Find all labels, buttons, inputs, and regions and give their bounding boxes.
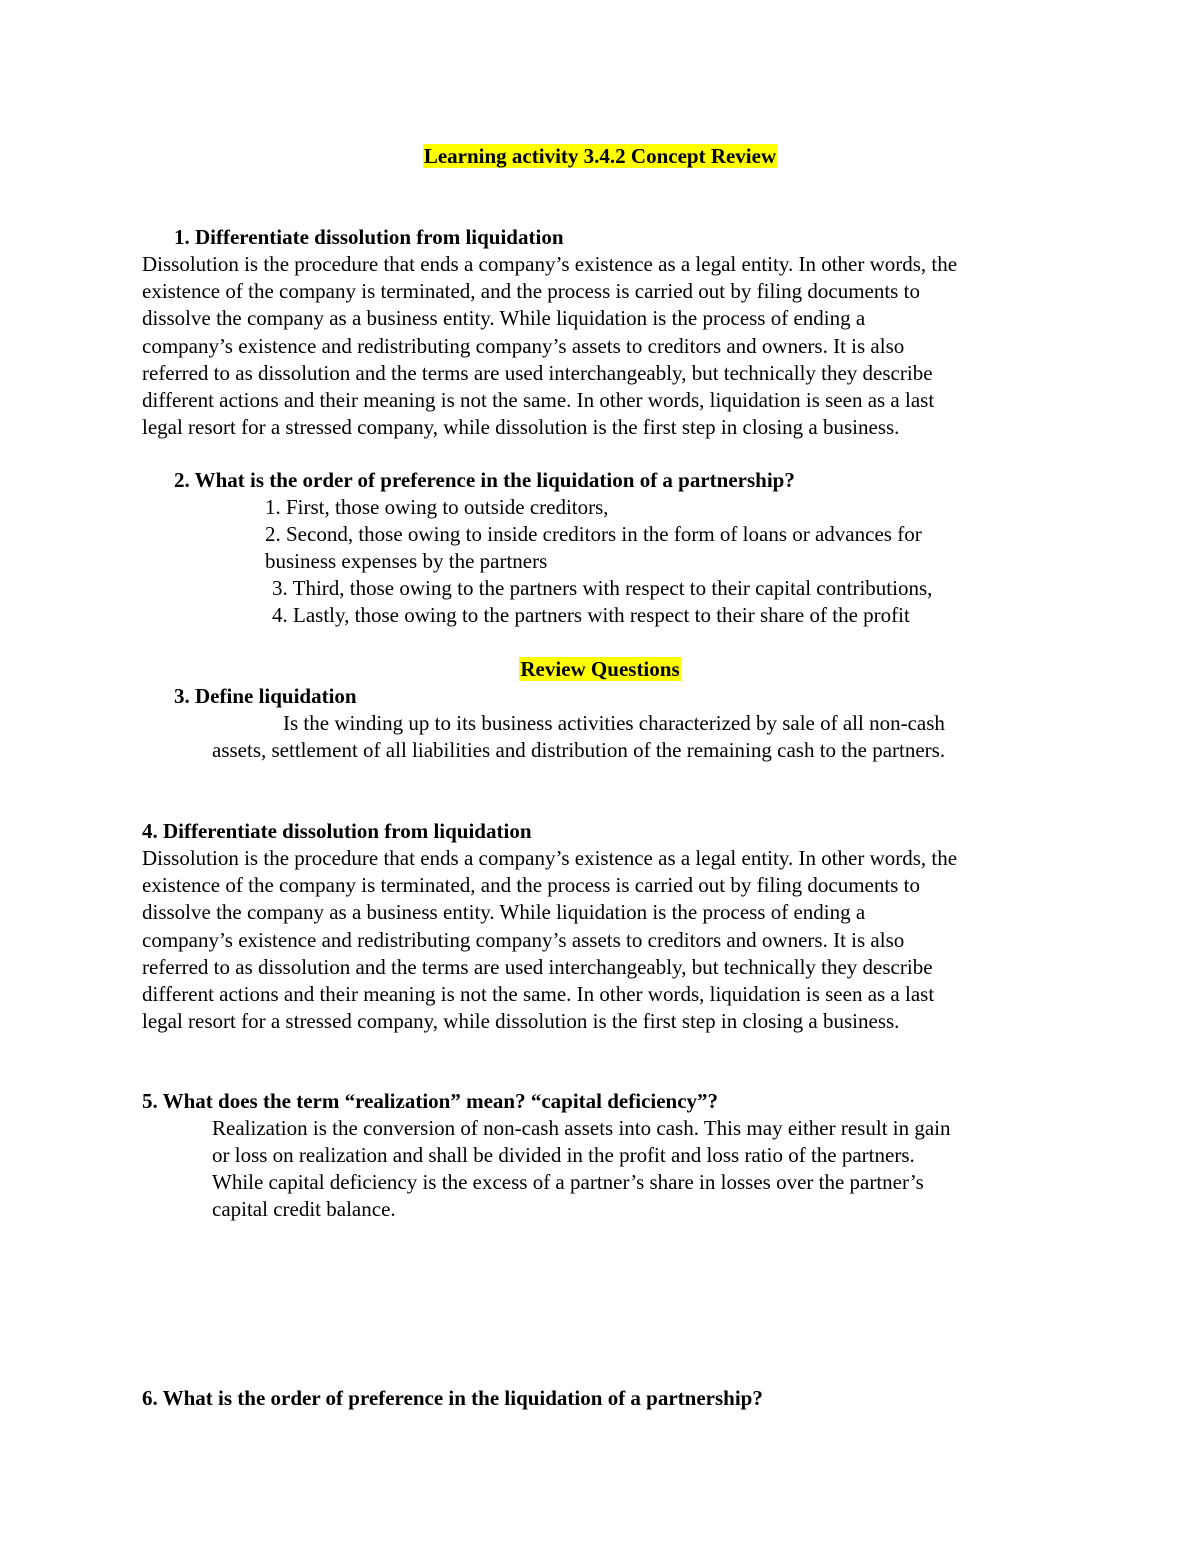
q5-answer-line-3: While capital deficiency is the excess of a partner’s share in losses over the partner’s: [212, 1170, 924, 1194]
q2-item-2: 2. Second, those owing to inside creditors in the form of loans or advances for: [265, 522, 922, 546]
q5-answer-line-1: Realization is the conversion of non-cash assets into cash. This may either result in gain: [212, 1116, 951, 1140]
q4-answer-line: dissolve the company as a business entity. While liquidation is the process of ending a: [142, 900, 866, 925]
q1-answer-line: dissolve the company as a business entity. While liquidation is the process of ending a: [142, 306, 866, 331]
q2-item-1: 1. First, those owing to outside creditors,: [265, 495, 609, 519]
q1-answer-line: legal resort for a stressed company, while dissolution is the first step in closing a business.: [142, 415, 900, 440]
q4-answer-line: legal resort for a stressed company, while dissolution is the first step in closing a business.: [142, 1009, 900, 1034]
q1-answer-line: company’s existence and redistributing company’s assets to creditors and owners. It is also: [142, 333, 905, 358]
q6-heading: 6. What is the order of preference in the liquidation of a partnership?: [142, 1386, 763, 1410]
review-title: Review Questions: [520, 657, 680, 681]
q2-item-2-cont: business expenses by the partners: [265, 549, 548, 573]
q2-heading: 2. What is the order of preference in the liquidation of a partnership?: [174, 468, 795, 492]
q1-answer-line: referred to as dissolution and the terms are used interchangeably, but technically they describe: [142, 360, 933, 385]
q1-answer-line: existence of the company is terminated, and the process is carried out by filing documents to: [142, 279, 920, 304]
q1-answer: [142, 251, 1072, 441]
q3-heading: 3. Define liquidation: [174, 684, 357, 708]
q4-heading: 4. Differentiate dissolution from liquidation: [142, 819, 532, 843]
document-title-row: [0, 143, 1200, 170]
q1-heading: 1. Differentiate dissolution from liquidation: [174, 225, 564, 249]
q4-answer-line: referred to as dissolution and the terms are used interchangeably, but technically they describe: [142, 954, 933, 979]
q4-answer-line: existence of the company is terminated, and the process is carried out by filing documents to: [142, 873, 920, 898]
q3-answer-line-1: Is the winding up to its business activities characterized by sale of all non-cash: [283, 711, 945, 735]
document-title: Learning activity 3.4.2 Concept Review: [423, 144, 777, 168]
q2-item-4: 4. Lastly, those owing to the partners with respect to their share of the profit: [272, 603, 910, 627]
q3-answer-line-2: assets, settlement of all liabilities and distribution of the remaining cash to the partners.: [212, 738, 946, 762]
q5-heading: 5. What does the term “realization” mean? “capital deficiency”?: [142, 1089, 719, 1113]
q5-answer-line-4: capital credit balance.: [212, 1197, 396, 1221]
q4-answer: [142, 845, 1072, 1035]
q2-item-3: 3. Third, those owing to the partners with respect to their capital contributions,: [272, 576, 933, 600]
review-title-row: [0, 656, 1200, 683]
q1-answer-line: different actions and their meaning is not the same. In other words, liquidation is seen as a last: [142, 388, 935, 413]
q4-answer-line: Dissolution is the procedure that ends a company’s existence as a legal entity. In other words, the: [142, 846, 958, 870]
q1-answer-line: Dissolution is the procedure that ends a company’s existence as a legal entity. In other words, the: [142, 252, 958, 276]
q4-answer-line: different actions and their meaning is not the same. In other words, liquidation is seen as a last: [142, 982, 935, 1007]
q5-answer-line-2: or loss on realization and shall be divided in the profit and loss ratio of the partners.: [212, 1143, 915, 1167]
q4-answer-line: company’s existence and redistributing company’s assets to creditors and owners. It is also: [142, 927, 905, 952]
